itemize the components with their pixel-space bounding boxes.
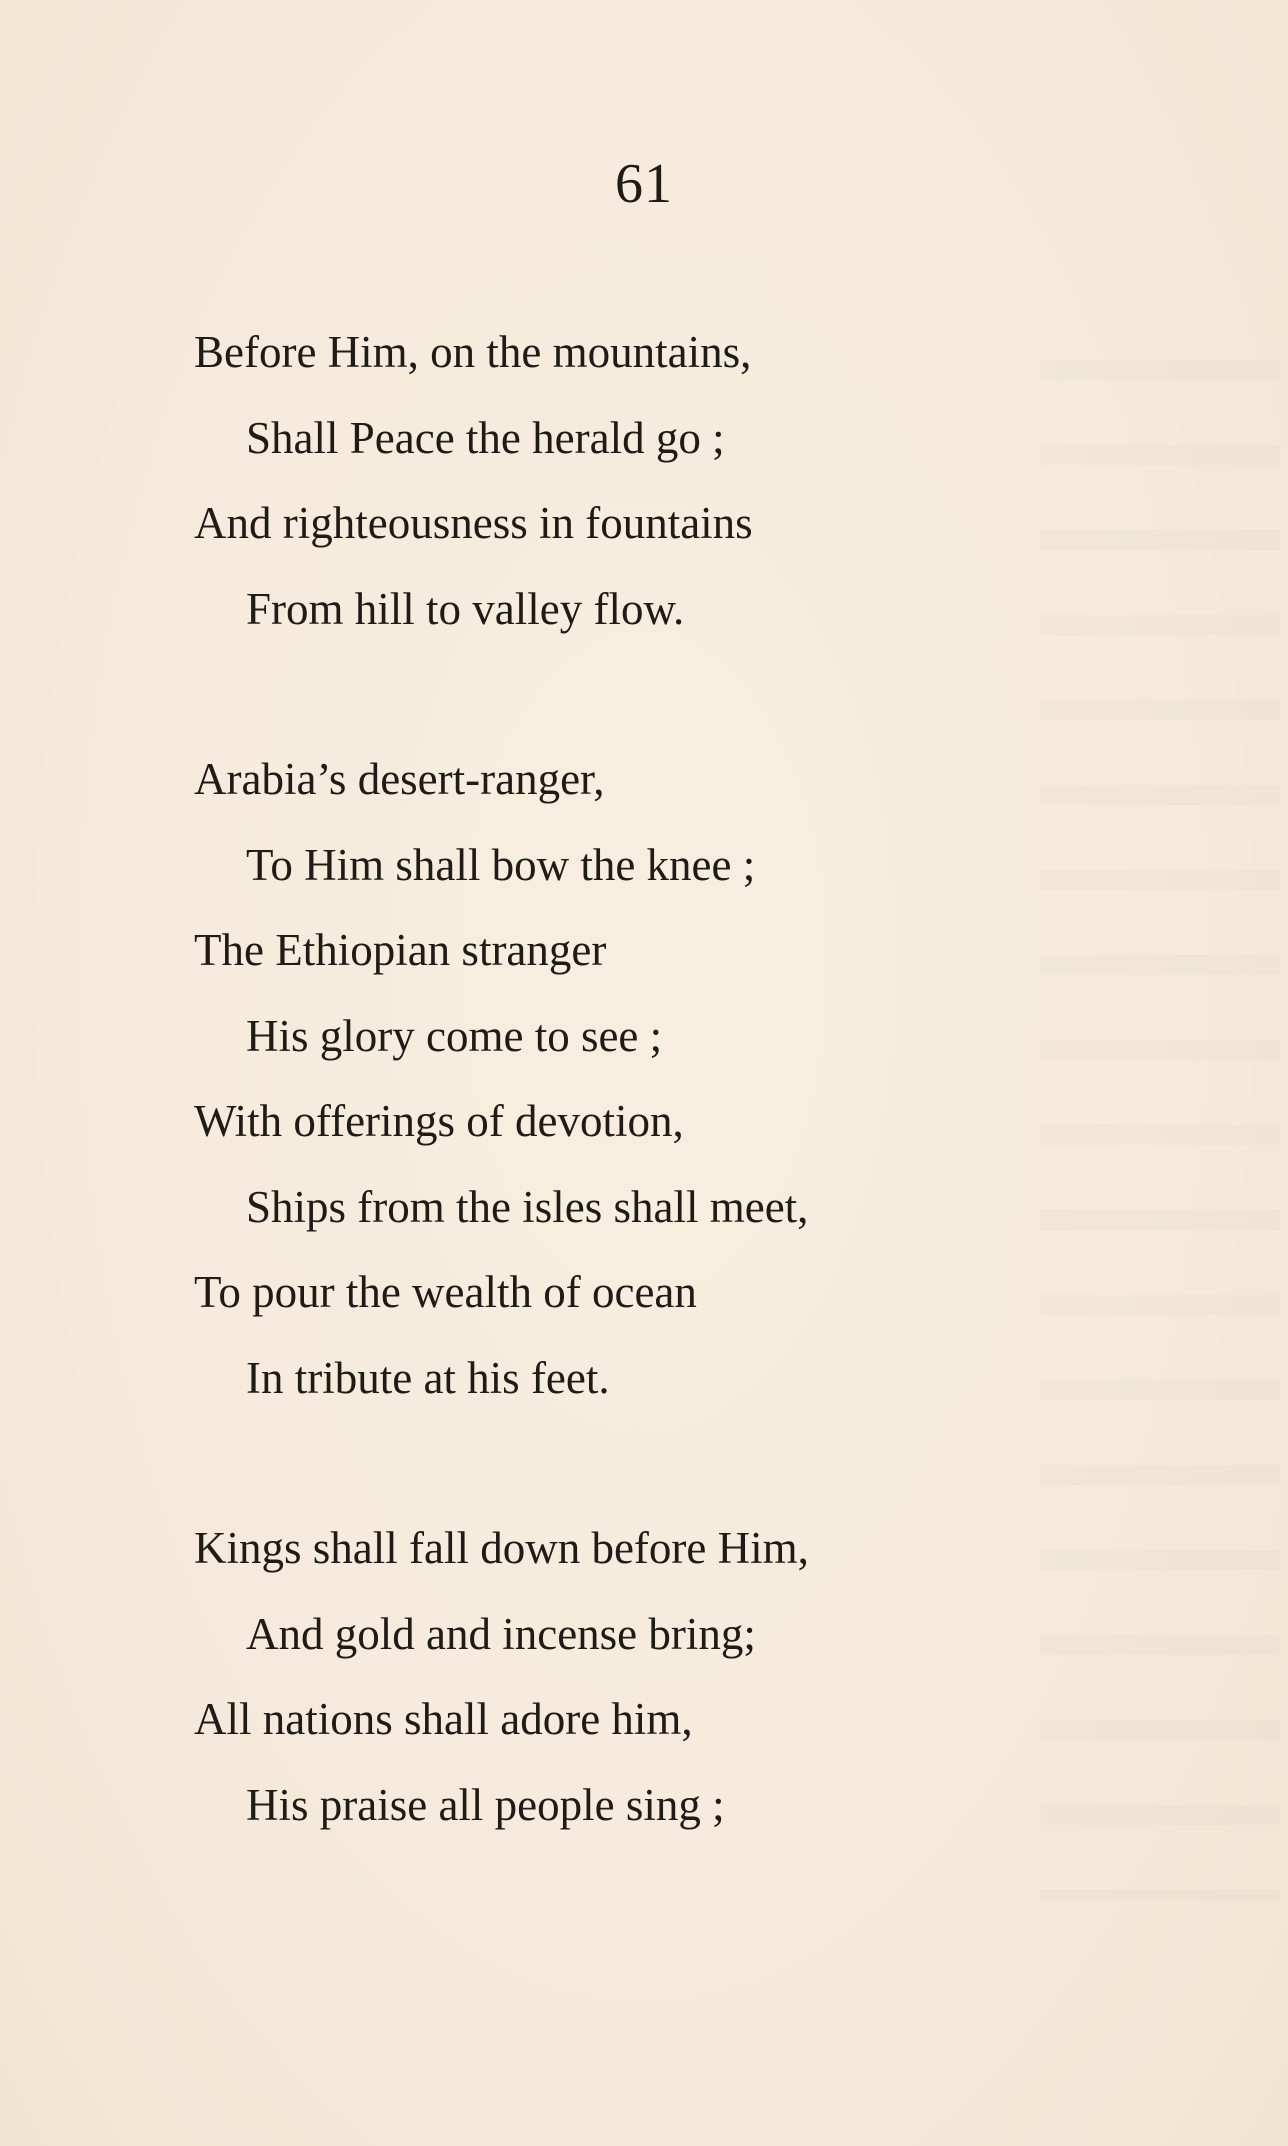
poem-line: Before Him, on the mountains, xyxy=(194,327,752,377)
poem-line: His glory come to see ; xyxy=(246,1010,663,1061)
poem-line: To Him shall bow the knee ; xyxy=(246,839,756,890)
poem-line: From hill to valley flow. xyxy=(246,583,685,634)
poem-line: With offerings of devotion, xyxy=(194,1096,684,1146)
stanza-1 xyxy=(194,310,1194,652)
poem-line: The Ethiopian stranger xyxy=(194,925,607,975)
stanza-2 xyxy=(194,737,1194,1421)
poem-line: Arabia’s desert-ranger, xyxy=(194,754,605,804)
page-number: 61 xyxy=(615,153,673,215)
stanza-3 xyxy=(194,1506,1194,1848)
poem-line: Kings shall fall down before Him, xyxy=(194,1523,809,1573)
poem-line: His praise all people sing ; xyxy=(246,1779,725,1830)
poem-line: And righteousness in fountains xyxy=(194,498,753,548)
poem-line: Shall Peace the herald go ; xyxy=(246,412,725,463)
poem xyxy=(194,310,1194,1848)
poem-line: All nations shall adore him, xyxy=(194,1694,693,1744)
poem-line: Ships from the isles shall meet, xyxy=(246,1181,809,1232)
poem-line: In tribute at his feet. xyxy=(246,1352,610,1403)
poem-line: And gold and incense bring; xyxy=(246,1608,756,1659)
poem-line: To pour the wealth of ocean xyxy=(194,1267,697,1317)
